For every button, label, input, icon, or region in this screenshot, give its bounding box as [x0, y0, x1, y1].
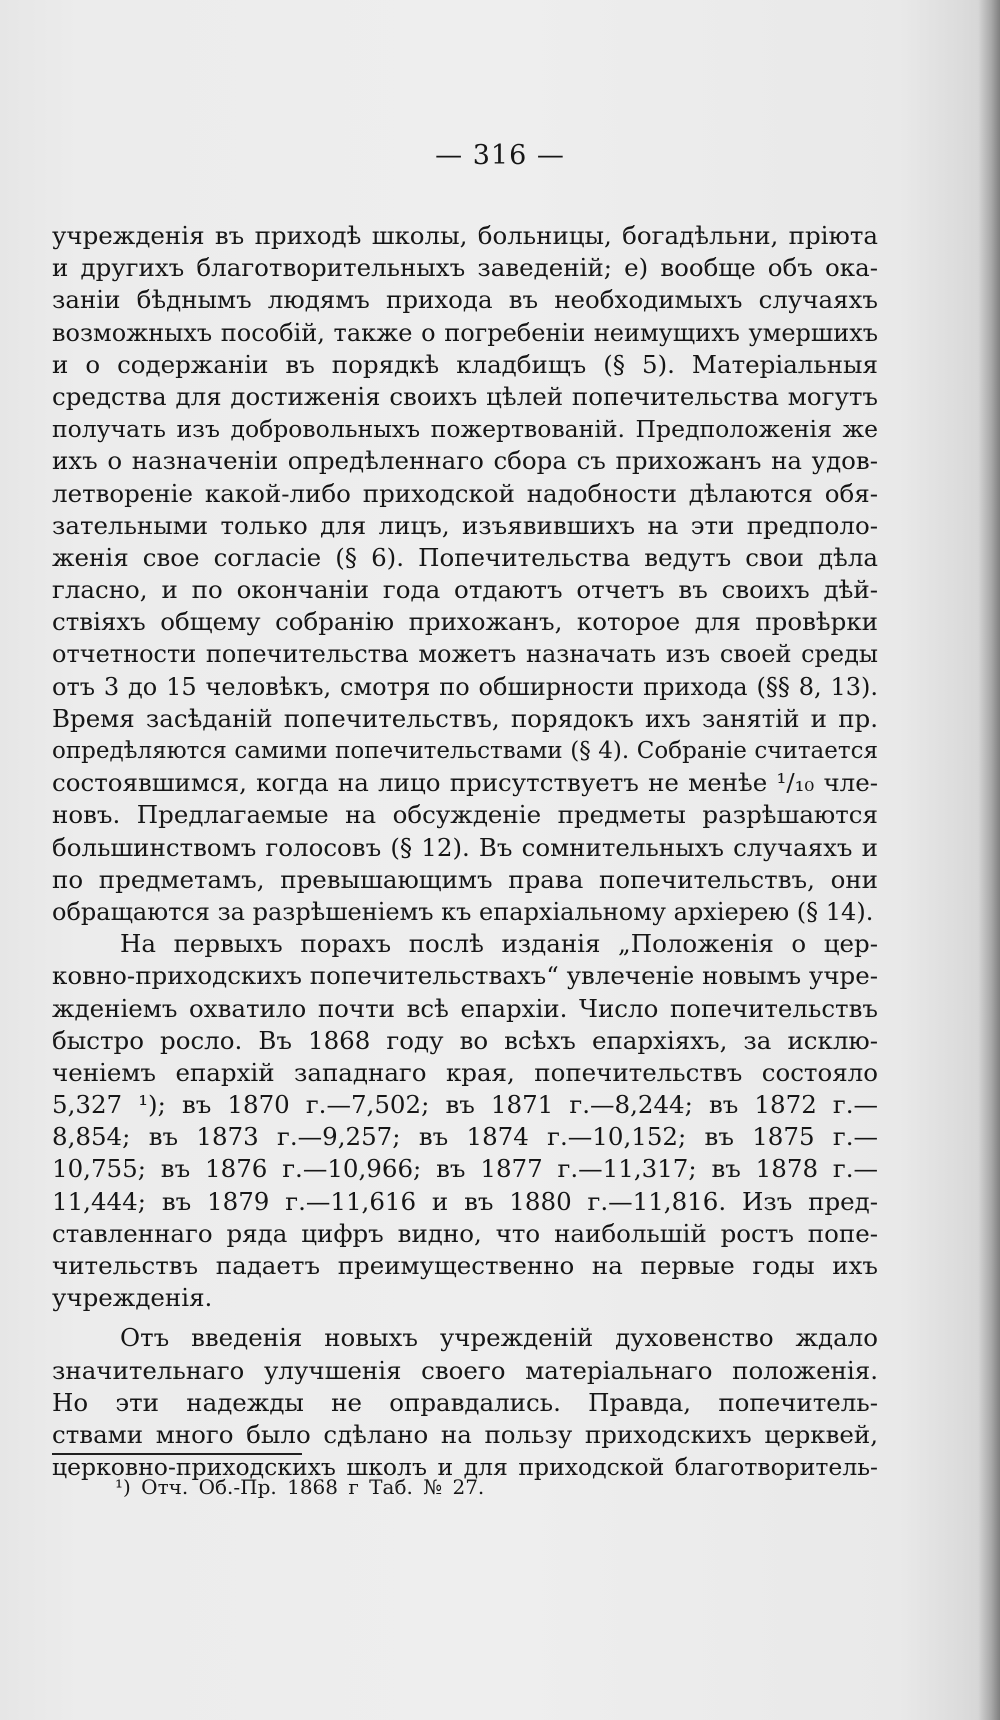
paragraph-spacing	[52, 1314, 878, 1322]
text-line: ствіяхъ общему собранію прихожанъ, которое для провѣрки	[52, 607, 878, 637]
text-line: по предметамъ, превышающимъ права попечительствъ, они	[52, 864, 878, 894]
text-line: 10,755; въ 1876 г.—10,966; въ 1877 г.—11,317; въ 1878 г.—	[52, 1154, 878, 1184]
paragraph	[52, 1322, 878, 1483]
text-line: 8,854; въ 1873 г.—9,257; въ 1874 г.—10,152; въ 1875 г.—	[52, 1122, 878, 1152]
text-line: Время засѣданій попечительствъ, порядокъ ихъ занятій и пр.	[52, 703, 878, 733]
text-line: ставленнаго ряда цифръ видно, что наибольшій ростъ попе-	[52, 1218, 878, 1248]
text-line: зательными только для лицъ, изъявившихъ на эти предполо-	[52, 510, 878, 540]
text-line: 11,444; въ 1879 г.—11,616 и въ 1880 г.—11,816. Изъ пред-	[52, 1186, 878, 1216]
text-line: значительнаго улучшенія своего матеріальнаго положенія.	[52, 1355, 878, 1385]
text-line: средства для достиженія своихъ цѣлей попечительства могутъ	[52, 381, 878, 411]
text-line: 5,327 ¹); въ 1870 г.—7,502; въ 1871 г.—8,244; въ 1872 г.—	[52, 1090, 878, 1120]
text-line: опредѣляются самими попечительствами (§ 4). Собраніе считается	[52, 738, 878, 764]
paragraph	[52, 928, 878, 1314]
text-line: ихъ о назначеніи опредѣленнаго сбора съ прихожанъ на удов-	[52, 446, 878, 476]
text-line: получать изъ добровольныхъ пожертвованій. Предположенія же	[52, 415, 878, 444]
text-line: обращаются за разрѣшеніемъ къ епархіальному архіерею (§ 14).	[52, 897, 874, 926]
footnote: ¹) Отч. Об.-Пр. 1868 г Таб. № 27.	[115, 1475, 485, 1499]
text-line: и о содержаніи въ порядкѣ кладбищъ (§ 5). Матеріальныя	[52, 349, 878, 379]
text-line: Отъ введенія новыхъ учрежденій духовенство ждало	[120, 1323, 878, 1353]
body-text	[52, 220, 878, 1483]
page-edge-shadow	[978, 0, 1000, 1720]
text-line: учрежденія.	[52, 1283, 213, 1313]
text-line: быстро росло. Въ 1868 году во всѣхъ епархіяхъ, за исклю-	[52, 1025, 878, 1055]
text-line: новъ. Предлагаемые на обсужденіе предметы разрѣшаются	[52, 800, 878, 830]
text-line: отъ 3 до 15 человѣкъ, смотря по обширности прихода (§§ 8, 13).	[52, 672, 878, 701]
text-line: отчетности попечительства можетъ назначать изъ своей среды	[52, 640, 878, 669]
text-line: и другихъ благотворительныхъ заведеній; е) вообще объ ока-	[52, 253, 878, 283]
page-number: — 316 —	[435, 140, 565, 171]
text-line: женія свое согласіе (§ 6). Попечительства ведутъ свои дѣла	[52, 542, 878, 572]
text-line: летвореніе какой-либо приходской надобности дѣлаются обя-	[52, 478, 878, 508]
text-line: На первыхъ порахъ послѣ изданія „Положенія о цер-	[120, 929, 878, 959]
text-line: заніи бѣднымъ людямъ прихода въ необходимыхъ случаяхъ	[52, 285, 878, 315]
text-line: ствами много было сдѣлано на пользу приходскихъ церквей,	[52, 1419, 878, 1449]
text-line: учрежденія въ приходѣ школы, больницы, богадѣльни, пріюта	[52, 221, 878, 250]
text-line: возможныхъ пособій, также о погребеніи неимущихъ умершихъ	[52, 318, 878, 347]
text-line: чительствъ падаетъ преимущественно на первые годы ихъ	[52, 1251, 878, 1280]
footnote-divider	[52, 1453, 302, 1455]
paragraph	[52, 220, 878, 928]
text-line: гласно, и по окончаніи года отдаютъ отчетъ въ своихъ дѣй-	[52, 575, 878, 605]
text-line: большинствомъ голосовъ (§ 12). Въ сомнительныхъ случаяхъ и	[52, 832, 878, 862]
text-line: ченіемъ епархій западнаго края, попечительствъ состояло	[52, 1057, 878, 1087]
text-line: ковно-приходскихъ попечительствахъ“ увлеченіе новымъ учре-	[52, 961, 878, 991]
text-line: церковно-приходскихъ школъ и для приходской благотворитель-	[52, 1453, 878, 1482]
text-line: Но эти надежды не оправдались. Правда, попечитель-	[52, 1387, 878, 1417]
text-line: состоявшимся, когда на лицо присутствуетъ не менѣе ¹/₁₀ чле-	[52, 768, 878, 798]
text-line: жденіемъ охватило почти всѣ епархіи. Число попечительствъ	[52, 993, 878, 1023]
